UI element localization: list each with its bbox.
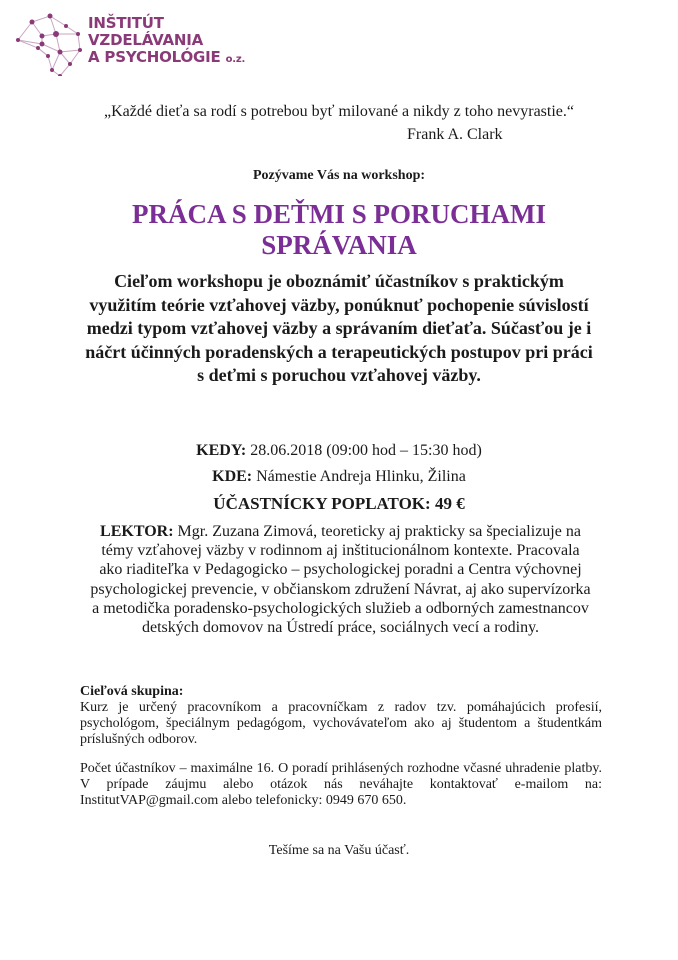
quote: „Každé dieťa sa rodí s potrebou byť milované a nikdy z toho nevyrastie.“ <box>104 103 574 120</box>
where-line <box>0 468 678 486</box>
fee-value: 49 € <box>434 494 465 513</box>
when-value: 28.06.2018 (09:00 hod – 15:30 hod) <box>250 442 482 459</box>
when-line <box>0 442 678 460</box>
closing-line: Tešíme sa na Vašu účasť. <box>268 843 410 858</box>
lektor-label: LEKTOR: <box>100 523 174 540</box>
logo-line-2: VZDELÁVANIA <box>88 31 204 49</box>
quote-author: Frank A. Clark <box>407 126 503 143</box>
workshop-title <box>0 199 678 261</box>
where-value: Námestie Andreja Hlinku, Žilina <box>256 468 466 485</box>
target-group <box>80 684 602 748</box>
target-label: Cieľová skupina: <box>80 684 184 699</box>
logo-line-3: A PSYCHOLÓGIE <box>88 48 221 66</box>
participants-info: Počet účastníkov – maximálne 16. O poradí prihlásených rozhodne včasné uhradenie platby. V prípade záujmu alebo otázok nás neváhajte kontaktovať e-mailom na: InstitutVAP@gmail.com alebo telefonicky: 0949 670 650. <box>80 761 602 808</box>
fee-line <box>0 494 678 514</box>
lektor-text: Mgr. Zuzana Zimová, teoreticky aj prakticky sa špecializuje na témy vzťahovej väzby v rodinnom aj inštitucionálnom kontexte. Pracovala ako riaditeľka v Pedagogicko – psychologickej poradni a Centra výchovnej psychologickej prevencie, v občianskom združení Návrat, aj ako supervízorka a metodička poradensko-psychologických služieb a odborných zamestnancov detských domovov na Ústredí práce, sociálnych vecí a rodiny. <box>90 523 591 637</box>
title-line-2: SPRÁVANIA <box>261 230 417 260</box>
intro-paragraph: Cieľom workshopu je oboznámiť účastníkov s praktickým využitím teórie vzťahovej väzby, ponúknuť pochopenie súvislostí medzi typom vzťahovej väzby a správaním dieťaťa. Súčasťou je i náčrt účinných poradenských a terapeutických postupov pri práci s deťmi s poruchou vzťahovej väzby. <box>85 271 593 386</box>
logo-line-1: INŠTITÚT <box>88 14 164 32</box>
where-label: KDE: <box>212 468 253 485</box>
title-line-1: PRÁCA S DEŤMI S PORUCHAMI <box>131 199 547 229</box>
lektor-paragraph <box>88 522 593 637</box>
fee-label: ÚČASTNÍCKY POPLATOK: <box>213 494 431 513</box>
target-text: Kurz je určený pracovníkom a pracovníčkam z radov tzv. pomáhajúcich profesií, psychológom, špeciálnym pedagógom, vychovávateľom ako aj študentom a študentkám príslušných odborov. <box>80 700 602 747</box>
invite-heading: Pozývame Vás na workshop: <box>252 168 426 183</box>
logo-text <box>88 15 245 68</box>
brain-network-icon <box>14 12 94 76</box>
when-label: KEDY: <box>196 442 247 459</box>
logo-suffix: o.z. <box>225 54 246 65</box>
